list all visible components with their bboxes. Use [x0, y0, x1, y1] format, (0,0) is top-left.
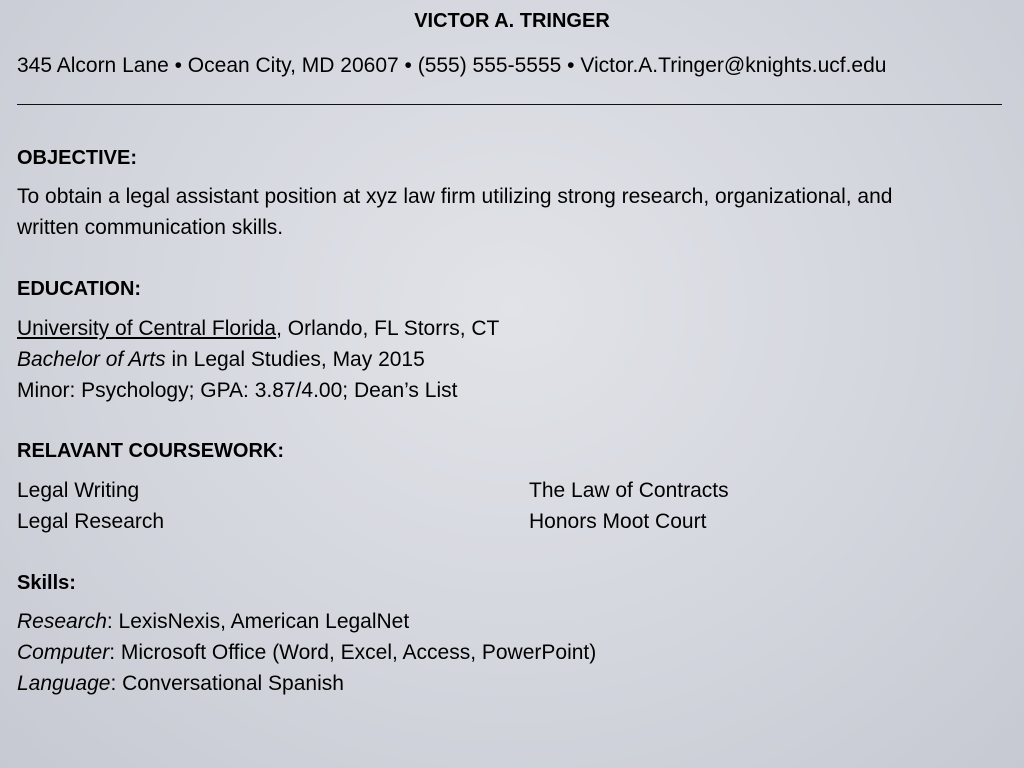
skill-value: : Microsoft Office (Word, Excel, Access, PowerPoint)	[109, 641, 597, 664]
skill-item	[17, 637, 596, 668]
school-name: University of Central Florida	[17, 317, 277, 340]
skills-heading: Skills:	[17, 572, 76, 594]
objective-text	[17, 181, 892, 243]
objective-line-1: To obtain a legal assistant position at xyz law firm utilizing strong research, organizational, and	[17, 185, 893, 208]
course-item: Honors Moot Court	[529, 510, 707, 533]
coursework-left-column	[17, 475, 164, 537]
course-item: Legal Research	[17, 510, 165, 533]
objective-line-2: written communication skills.	[17, 216, 284, 239]
skill-value: : Conversational Spanish	[110, 672, 344, 695]
education-details	[17, 313, 499, 406]
coursework-heading: RELAVANT COURSEWORK:	[17, 440, 285, 462]
coursework-right-column	[529, 475, 729, 537]
education-school-line	[17, 313, 499, 344]
header-divider	[17, 104, 1002, 105]
skill-value: : LexisNexis, American LegalNet	[106, 610, 410, 633]
degree-details: in Legal Studies, May 2015	[165, 348, 425, 371]
course-item: Legal Writing	[17, 479, 140, 502]
degree-name: Bachelor of Arts	[17, 348, 166, 371]
skill-label: Language	[17, 672, 111, 695]
education-degree-line	[17, 344, 499, 375]
resume-name: VICTOR A. TRINGER	[414, 10, 610, 32]
skill-item	[17, 606, 596, 637]
skills-list	[17, 606, 596, 699]
contact-line: 345 Alcorn Lane • Ocean City, MD 20607 • (555) 555-5555 • Victor.A.Tringer@knights.ucf.edu	[17, 54, 887, 77]
education-heading: EDUCATION:	[17, 278, 142, 300]
education-minor-line: Minor: Psychology; GPA: 3.87/4.00; Dean’s List	[17, 379, 458, 402]
course-item: The Law of Contracts	[529, 479, 729, 502]
skill-label: Research	[17, 610, 107, 633]
skill-item	[17, 668, 596, 699]
objective-heading: OBJECTIVE:	[17, 147, 138, 169]
school-location: , Orlando, FL Storrs, CT	[276, 317, 500, 340]
skill-label: Computer	[17, 641, 110, 664]
